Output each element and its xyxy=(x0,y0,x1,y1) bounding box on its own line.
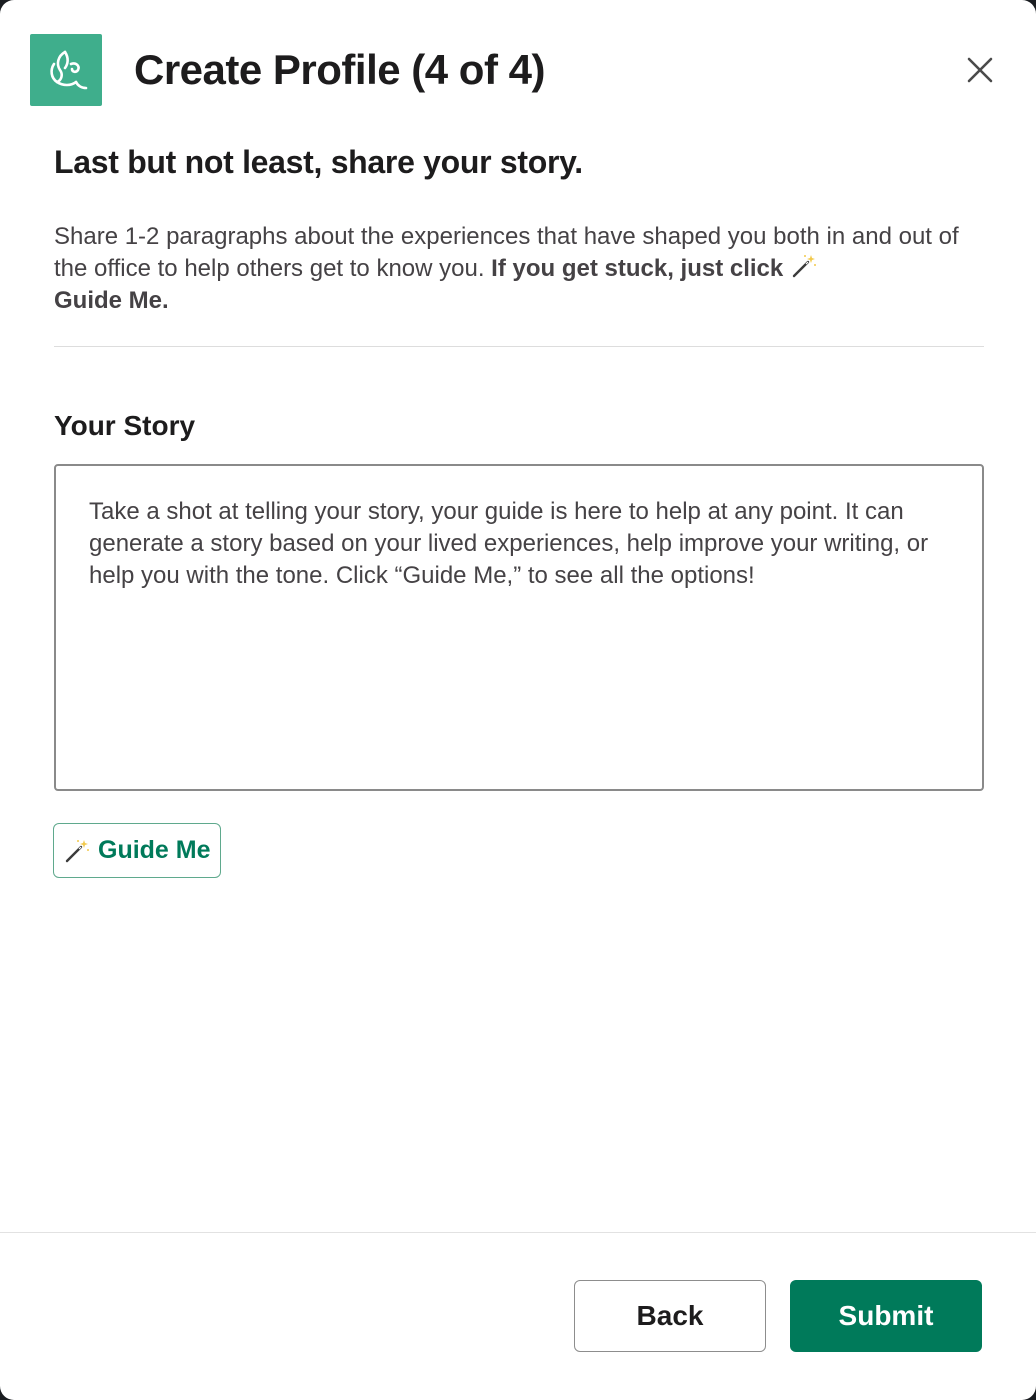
footer-divider xyxy=(0,1232,1036,1233)
modal-header xyxy=(30,34,1006,106)
bird-logo-icon xyxy=(30,34,102,106)
modal-title: Create Profile (4 of 4) xyxy=(134,46,545,93)
description-bold-end: Guide Me. xyxy=(54,287,169,314)
section-divider xyxy=(54,346,984,347)
story-field-label: Your Story xyxy=(54,410,196,441)
back-button[interactable]: Back xyxy=(574,1280,766,1352)
close-icon xyxy=(966,56,994,84)
close-button[interactable] xyxy=(958,48,1002,92)
description-text: Share 1-2 paragraphs about the experiences that have shaped you both in and out of the office to help others get to know you. xyxy=(54,223,959,282)
submit-button[interactable]: Submit xyxy=(790,1280,982,1352)
section-description xyxy=(54,221,984,317)
magic-wand-icon xyxy=(791,253,817,279)
guide-me-label: Guide Me xyxy=(98,836,211,864)
magic-wand-icon xyxy=(64,838,90,864)
guide-me-button[interactable] xyxy=(53,823,221,878)
story-textarea[interactable] xyxy=(54,464,984,791)
section-headline: Last but not least, share your story. xyxy=(54,144,583,180)
description-bold-text: If you get stuck, just click xyxy=(491,255,784,282)
